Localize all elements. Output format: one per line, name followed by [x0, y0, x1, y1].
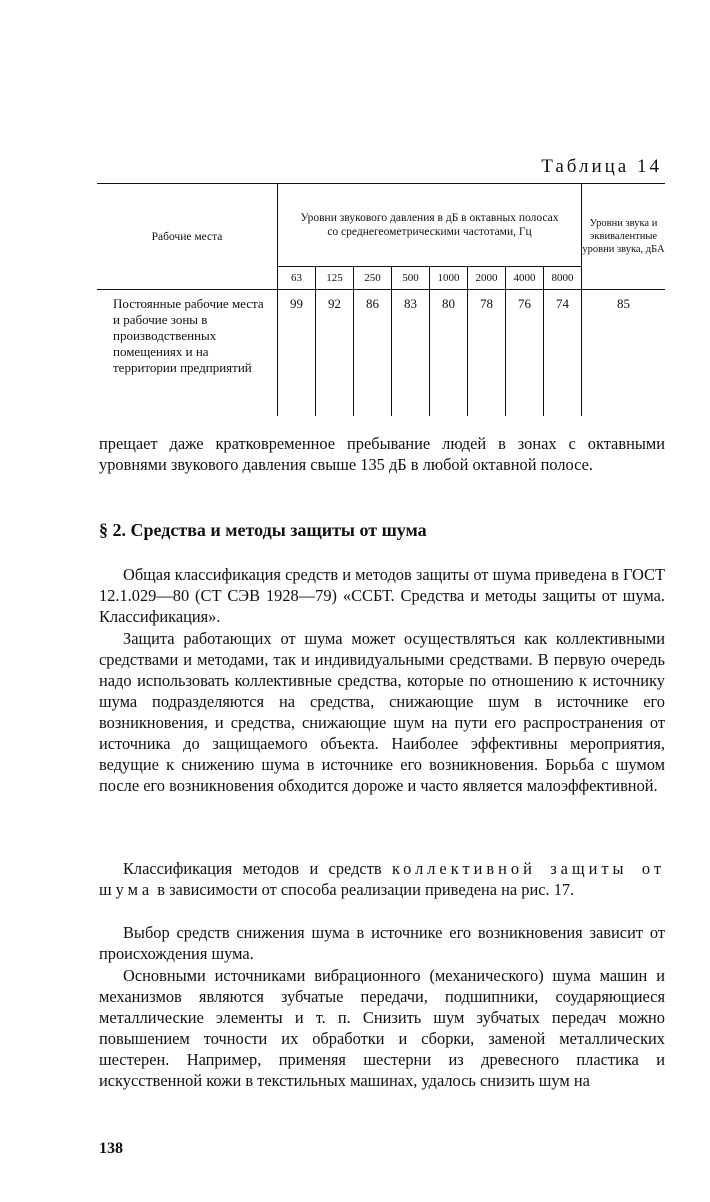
- paragraph-classification: [99, 564, 665, 627]
- header-work-places: Рабочие места: [97, 184, 278, 290]
- row-label: Постоянные рабочие места и рабочие зоны в производственных помещениях и на территории предприятий: [113, 296, 264, 375]
- page-number: 138: [99, 1140, 123, 1157]
- table-cell: 83: [392, 290, 430, 417]
- freq-header: 63: [278, 267, 316, 290]
- table-cell: 92: [316, 290, 354, 417]
- paragraph-vibration-noise: [99, 965, 665, 1091]
- freq-header: 1000: [430, 267, 468, 290]
- paragraph-text: Основными источниками вибрационного (механического) шума машин и механизмов являются зубчатые передачи, подшипники, соударяющиеся металлические элементы и т. п. Снизить шум зубчатых передач можно повышением точности их обработки и сборки, заменой металлических шестерен. Например, применяя шестерни из древесного пластика и искусственной кожи в текстильных машинах, удалось снизить шум на: [99, 966, 665, 1090]
- paragraph-text: прещает даже кратковременное пребывание людей в зонах с октавными уровнями звукового давления свыше 135 дБ в любой октавной полосе.: [99, 434, 665, 474]
- freq-header: 2000: [468, 267, 506, 290]
- noise-limits-table: [97, 183, 665, 416]
- table-cell: 86: [354, 290, 392, 417]
- text-run: Классификация методов и средств: [123, 859, 392, 878]
- table-cell: 99: [278, 290, 316, 417]
- paragraph-methods-classification: [99, 858, 665, 900]
- table-cell: 74: [544, 290, 582, 417]
- table-caption: Таблица 14: [541, 156, 662, 177]
- table-cell: 76: [506, 290, 544, 417]
- paragraph-continued: [99, 433, 665, 475]
- table-cell: 80: [430, 290, 468, 417]
- freq-header: 4000: [506, 267, 544, 290]
- freq-header: 500: [392, 267, 430, 290]
- header-sound-levels: Уровни звукового давления в дБ в октавных полосах со среднегеометрическими частотами, Гц: [278, 184, 582, 267]
- header-dba: Уровни звука и эквивалентные уровни звука, дБА: [582, 184, 666, 290]
- section-heading: § 2. Средства и методы защиты от шума: [99, 520, 427, 540]
- paragraph-text: Защита работающих от шума может осуществляться как коллективными средствами и методами, так и индивидуальными средствами. В первую очередь надо использовать коллективные средства, которые по отношению к источнику шума подразделяются на средства, снижающие шум в источнике его возникновения, и средства, снижающие шум на пути его распространения от источника до защищаемого объекта. Наиболее эффективны мероприятия, ведущие к снижению шума в источнике его возникновения. Борьба с шумом после его возникновения обходится дороже и часто является малоэффективной.: [99, 629, 665, 795]
- paragraph-source-reduction: [99, 922, 665, 964]
- paragraph-collective-protection: [99, 628, 665, 796]
- freq-header: 125: [316, 267, 354, 290]
- freq-header: 8000: [544, 267, 582, 290]
- paragraph-text: Выбор средств снижения шума в источнике его возникновения зависит от происхождения шума.: [99, 923, 665, 963]
- freq-header: 250: [354, 267, 392, 290]
- table-cell-dba: 85: [582, 290, 666, 417]
- paragraph-text: Общая классификация средств и методов защиты от шума приведена в ГОСТ 12.1.029—80 (СТ СЭВ 1928—79) «ССБТ. Средства и методы защиты от шума. Классификация».: [99, 565, 665, 626]
- paragraph-text: [99, 858, 665, 900]
- table-cell: 78: [468, 290, 506, 417]
- emphasized-term: коллективной защиты от шума: [99, 859, 665, 899]
- text-run: в зависимости от способа реализации приведена на рис. 17.: [153, 880, 575, 899]
